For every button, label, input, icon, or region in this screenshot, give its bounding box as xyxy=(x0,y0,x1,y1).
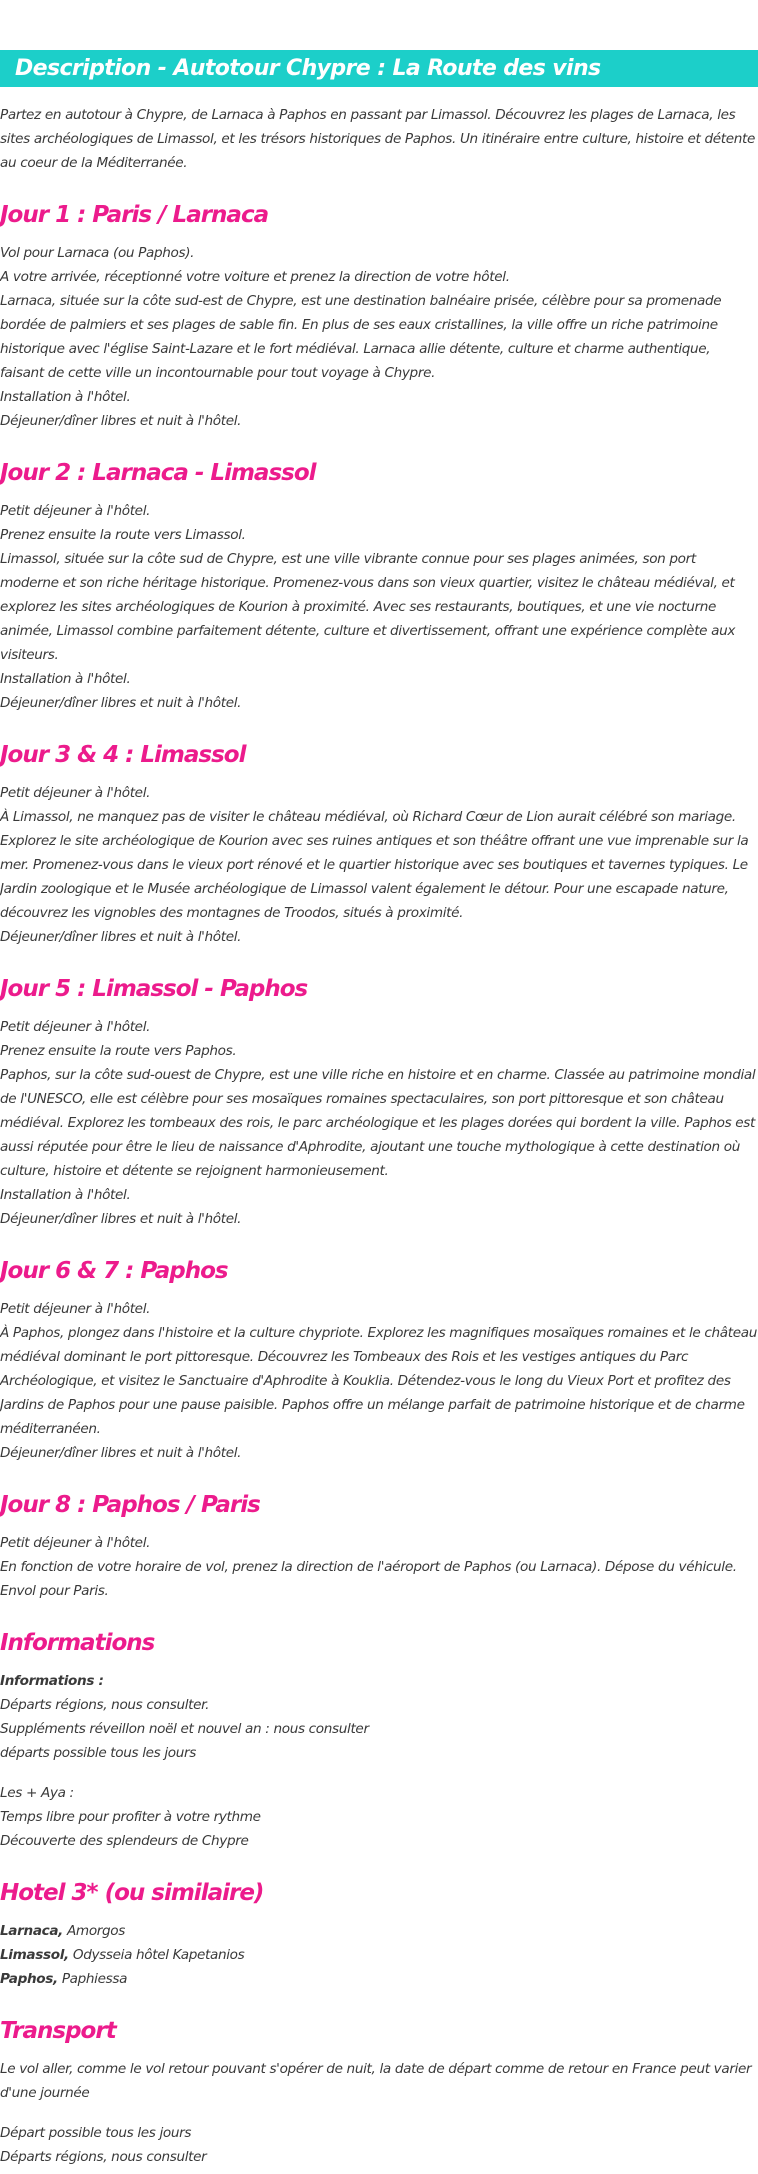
day-line: Petit déjeuner à l'hôtel. xyxy=(0,1535,151,1551)
day-line: À Limassol, ne manquez pas de visiter le château médiéval, où Richard Cœur de Lion aurait célébré son mariage. Explorez le site archéologique de Kourion avec ses ruines antiques et son théâtre offrant une vue imprenable sur la mer. Promenez-vous dans le vieux port rénové et le quartier historique avec ses boutiques et tavernes typiques. Le Jardin zoologique et le Musée archéologique de Limassol valent également le détour. Pour une escapade nature, découvrez les vignobles des montagnes de Troodos, situés à proximité. xyxy=(0,809,749,921)
informations-label xyxy=(0,1669,758,1693)
transport-section xyxy=(0,1991,758,2169)
day-line: Petit déjeuner à l'hôtel. xyxy=(0,1301,151,1317)
informations-title: Informations xyxy=(0,1630,155,1656)
informations-line: Départs régions, nous consulter. xyxy=(0,1697,210,1713)
day-line: Petit déjeuner à l'hôtel. xyxy=(0,785,151,801)
day-line: À Paphos, plongez dans l'histoire et la culture chypriote. Explorez les magnifiques mosaïques romaines et le château médiéval dominant le port pittoresque. Découvrez les Tombeaux des Rois et les vestiges antiques du Parc Archéologique, et visitez le Sanctuaire d'Aphrodite à Kouklia. Détendez-vous le long du Vieux Port et profitez des Jardins de Paphos pour une pause paisible. Paphos offre un mélange parfait de patrimoine historique et de charme méditerranéen. xyxy=(0,1325,757,1437)
day-title: Jour 2 : Larnaca - Limassol xyxy=(0,460,316,486)
day-line: Déjeuner/dîner libres et nuit à l'hôtel. xyxy=(0,695,242,711)
day-section xyxy=(0,949,758,1231)
day-line: Paphos, sur la côte sud-ouest de Chypre, est une ville riche en histoire et en charme. Classée au patrimoine mondial de l'UNESCO, elle est célèbre pour ses mosaïques romaines spectaculaires, son port pittoresque et son château médiéval. Explorez les tombeaux des rois, le parc archéologique et les plages dorées qui bordent la ville. Paphos est aussi réputée pour être le lieu de naissance d'Aphrodite, ajoutant une touche mythologique à cette destination où culture, histoire et détente se rejoignent harmonieusement. xyxy=(0,1067,756,1179)
hotel-name: Paphiessa xyxy=(61,1971,128,1987)
plus-line: Découverte des splendeurs de Chypre xyxy=(0,1833,249,1849)
transport-paragraph: Le vol aller, comme le vol retour pouvant s'opérer de nuit, la date de départ comme de retour en France peut varier d'une journée xyxy=(0,2061,752,2101)
day-line: A votre arrivée, réceptionné votre voiture et prenez la direction de votre hôtel. xyxy=(0,269,510,285)
day-line: Vol pour Larnaca (ou Paphos). xyxy=(0,245,195,261)
day-line: Installation à l'hôtel. xyxy=(0,1187,131,1203)
day-line: Petit déjeuner à l'hôtel. xyxy=(0,503,151,519)
day-section xyxy=(0,175,758,433)
description-banner: Description - Autotour Chypre : La Route des vins xyxy=(0,50,758,87)
day-line: Déjeuner/dîner libres et nuit à l'hôtel. xyxy=(0,1445,242,1461)
day-line: En fonction de votre horaire de vol, prenez la direction de l'aéroport de Paphos (ou Larnaca). Dépose du véhicule. Envol pour Paris. xyxy=(0,1559,737,1599)
hotel-section xyxy=(0,1853,758,1991)
informations-line: Suppléments réveillon noël et nouvel an : nous consulter xyxy=(0,1721,369,1737)
plus-label: Les + Aya : xyxy=(0,1785,74,1801)
hotel-entry xyxy=(0,1967,758,1991)
informations-line: départs possible tous les jours xyxy=(0,1745,196,1761)
hotel-name: Odysseia hôtel Kapetanios xyxy=(72,1947,245,1963)
hotel-city: Limassol, xyxy=(0,1947,69,1963)
intro-paragraph: Partez en autotour à Chypre, de Larnaca à Paphos en passant par Limassol. Découvrez les plages de Larnaca, les sites archéologiques de Limassol, et les trésors historiques de Paphos. Un itinéraire entre culture, histoire et détente au coeur de la Méditerranée. xyxy=(0,107,756,171)
day-title: Jour 8 : Paphos / Paris xyxy=(0,1492,260,1518)
transport-line: Départs régions, nous consulter xyxy=(0,2149,207,2165)
hotel-entry xyxy=(0,1919,758,1943)
hotel-city: Paphos, xyxy=(0,1971,58,1987)
day-line: Larnaca, située sur la côte sud-est de Chypre, est une destination balnéaire prisée, célèbre pour sa promenade bordée de palmiers et ses plages de sable fin. En plus de ses eaux cristallines, la ville offre un riche patrimoine historique avec l'église Saint-Lazare et le fort médiéval. Larnaca allie détente, culture et charme authentique, faisant de cette ville un incontournable pour tout voyage à Chypre. xyxy=(0,293,722,381)
hotel-title: Hotel 3* (ou similaire) xyxy=(0,1880,264,1906)
day-title: Jour 1 : Paris / Larnaca xyxy=(0,202,269,228)
hotel-city: Larnaca, xyxy=(0,1923,63,1939)
day-line: Déjeuner/dîner libres et nuit à l'hôtel. xyxy=(0,413,242,429)
day-line: Limassol, située sur la côte sud de Chypre, est une ville vibrante connue pour ses plages animées, son port moderne et son riche héritage historique. Promenez-vous dans son vieux quartier, visitez le château médiéval, et explorez les sites archéologiques de Kourion à proximité. Avec ses restaurants, boutiques, et une vie nocturne animée, Limassol combine parfaitement détente, culture et divertissement, offrant une expérience complète aux visiteurs. xyxy=(0,551,736,663)
day-line: Déjeuner/dîner libres et nuit à l'hôtel. xyxy=(0,929,242,945)
day-section xyxy=(0,1465,758,1603)
informations-section xyxy=(0,1603,758,1853)
day-line: Déjeuner/dîner libres et nuit à l'hôtel. xyxy=(0,1211,242,1227)
day-title: Jour 3 & 4 : Limassol xyxy=(0,742,246,768)
day-section xyxy=(0,1231,758,1465)
day-line: Petit déjeuner à l'hôtel. xyxy=(0,1019,151,1035)
transport-title: Transport xyxy=(0,2018,116,2044)
day-line: Installation à l'hôtel. xyxy=(0,671,131,687)
day-title: Jour 5 : Limassol - Paphos xyxy=(0,976,308,1002)
day-title: Jour 6 & 7 : Paphos xyxy=(0,1258,228,1284)
day-line: Prenez ensuite la route vers Limassol. xyxy=(0,527,246,543)
day-line: Installation à l'hôtel. xyxy=(0,389,131,405)
hotel-name: Amorgos xyxy=(66,1923,126,1939)
informations-label-text: Informations : xyxy=(0,1673,104,1689)
day-section xyxy=(0,715,758,949)
transport-line: Départ possible tous les jours xyxy=(0,2125,192,2141)
hotel-entry xyxy=(0,1943,758,1967)
day-section xyxy=(0,433,758,715)
plus-line: Temps libre pour profiter à votre rythme xyxy=(0,1809,261,1825)
day-line: Prenez ensuite la route vers Paphos. xyxy=(0,1043,237,1059)
